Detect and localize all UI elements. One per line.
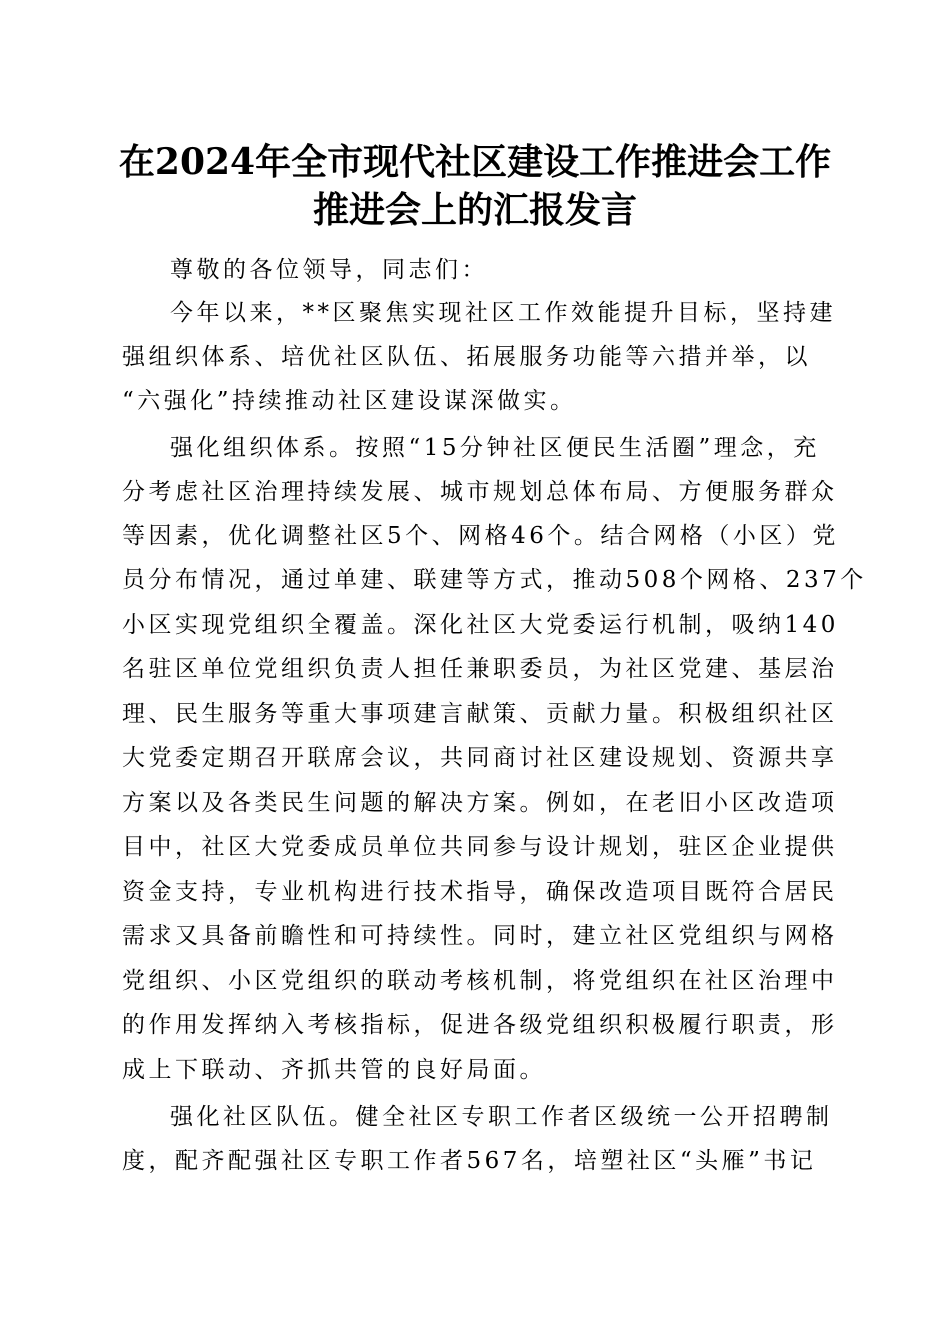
body-line: 强组织体系、培优社区队伍、拓展服务功能等六措并举，以 xyxy=(122,344,811,370)
body-line: 强化组织体系。按照“15分钟社区便民生活圈”理念，充 xyxy=(170,435,820,461)
body-line: 理、民生服务等重大事项建言献策、贡献力量。积极组织社区 xyxy=(122,701,838,727)
body-line: 今年以来，**区聚焦实现社区工作效能提升目标，坚持建 xyxy=(170,300,836,326)
body-line: 分考虑社区治理持续发展、城市规划总体布局、方便服务群众 xyxy=(122,479,838,505)
body-line: 成上下联动、齐抓共管的良好局面。 xyxy=(122,1057,546,1083)
body-line: 员分布情况，通过单建、联建等方式，推动508个网格、237个 xyxy=(122,567,867,593)
body-line: 方案以及各类民生问题的解决方案。例如，在老旧小区改造项 xyxy=(122,790,838,816)
body-line: 名驻区单位党组织负责人担任兼职委员，为社区党建、基层治 xyxy=(122,656,838,682)
document-title-line-2: 推进会上的汇报发言 xyxy=(312,189,637,231)
document-title-line-1: 在2024年全市现代社区建设工作推进会工作 xyxy=(118,141,832,183)
body-line: “六强化”持续推动社区建设谋深做实。 xyxy=(122,388,577,414)
body-line: 资金支持，专业机构进行技术指导，确保改造项目既符合居民 xyxy=(122,879,838,905)
body-line: 的作用发挥纳入考核指标，促进各级党组织积极履行职责，形 xyxy=(122,1012,838,1038)
body-line: 党组织、小区党组织的联动考核机制，将党组织在社区治理中 xyxy=(122,968,838,994)
body-line: 小区实现党组织全覆盖。深化社区大党委运行机制，吸纳140 xyxy=(122,612,839,638)
body-line: 目中，社区大党委成员单位共同参与设计规划，驻区企业提供 xyxy=(122,834,838,860)
body-line: 强化社区队伍。健全社区专职工作者区级统一公开招聘制 xyxy=(170,1104,833,1130)
salutation: 尊敬的各位领导，同志们： xyxy=(170,257,488,283)
body-line: 等因素，优化调整社区5个、网格46个。结合网格（小区）党 xyxy=(122,523,839,549)
body-line: 需求又具备前瞻性和可持续性。同时，建立社区党组织与网格 xyxy=(122,923,838,949)
body-line: 大党委定期召开联席会议，共同商讨社区建设规划、资源共享 xyxy=(122,745,838,771)
body-line: 度，配齐配强社区专职工作者567名，培塑社区“头雁”书记 xyxy=(122,1148,817,1174)
